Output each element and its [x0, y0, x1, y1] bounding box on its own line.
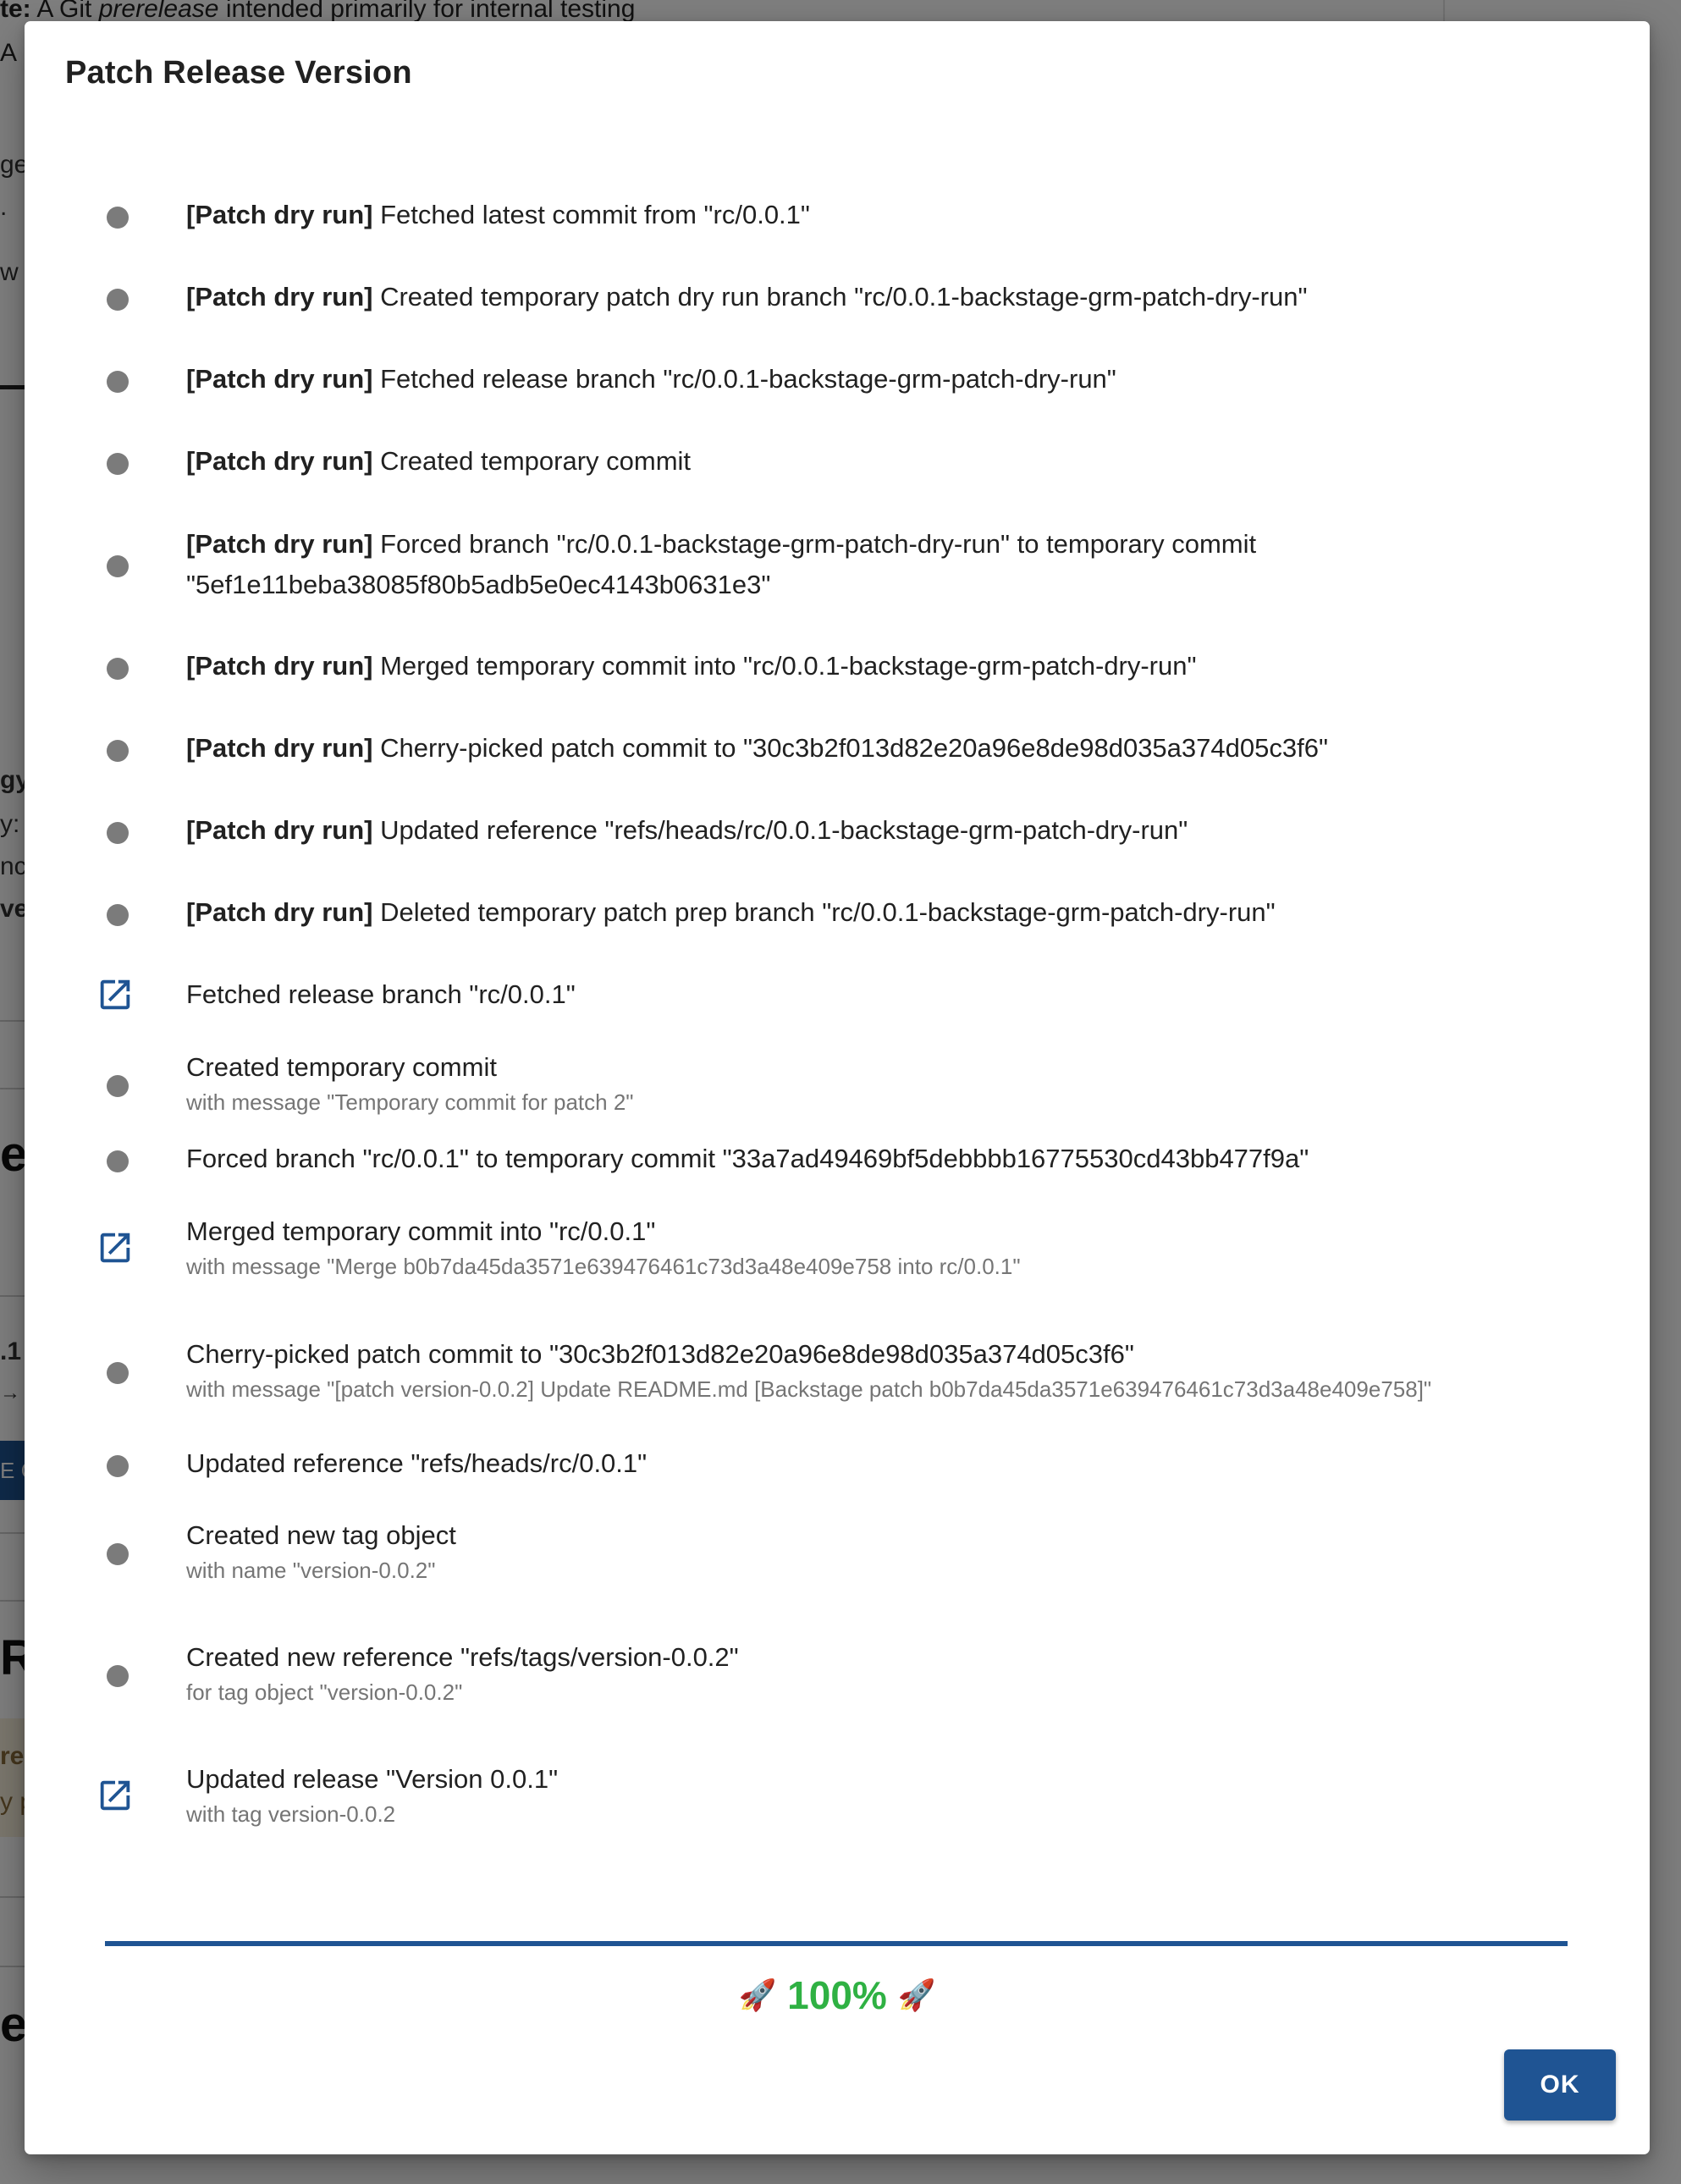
progress-percent-label — [25, 1972, 1650, 2018]
log-item-text: Created new reference "refs/tags/version-0.0.2" — [186, 1642, 739, 1672]
progress-bar-fill — [105, 1941, 1568, 1946]
log-item-text: [Patch dry run] Created temporary patch dry run branch "rc/0.0.1-backstage-grm-patch-dry-run" — [186, 282, 1308, 312]
log-item-text: Created temporary commit — [186, 1052, 497, 1082]
open-in-new-icon[interactable] — [96, 1228, 135, 1267]
log-item-text: Merged temporary commit into "rc/0.0.1" — [186, 1216, 656, 1246]
status-dot-icon — [96, 442, 135, 481]
status-dot-icon — [96, 1654, 135, 1693]
status-dot-icon — [96, 196, 135, 234]
log-item-subtext: with name "version-0.0.2" — [186, 1558, 436, 1583]
status-dot-icon — [96, 893, 135, 932]
log-item-text: [Patch dry run] Created temporary commit — [186, 446, 692, 476]
status-dot-icon — [96, 1139, 135, 1178]
log-item-text: [Patch dry run] Cherry-picked patch commit to "30c3b2f013d82e20a96e8de98d035a374d05c3f6" — [186, 733, 1328, 763]
log-item-subtext: with message "Temporary commit for patch 2" — [186, 1089, 634, 1115]
rocket-icon: 🚀 — [738, 1977, 777, 2012]
ok-button[interactable]: OK — [1504, 2049, 1616, 2121]
log-item-text: [Patch dry run] Deleted temporary patch prep branch "rc/0.0.1-backstage-grm-patch-dry-run" — [186, 897, 1276, 927]
rocket-icon: 🚀 — [897, 1977, 936, 2012]
log-item-text: Cherry-picked patch commit to "30c3b2f013d82e20a96e8de98d035a374d05c3f6" — [186, 1339, 1134, 1369]
status-dot-icon — [96, 1444, 135, 1483]
log-item-subtext: for tag object "version-0.0.2" — [186, 1679, 463, 1705]
log-item-text: Forced branch "rc/0.0.1" to temporary commit "33a7ad49469bf5debbbb16775530cd43bb477f9a" — [186, 1144, 1309, 1173]
log-item-subtext: with message "Merge b0b7da45da3571e639476461c73d3a48e409e758 into rc/0.0.1" — [186, 1254, 1021, 1279]
log-item-text: [Patch dry run] Forced branch "rc/0.0.1-backstage-grm-patch-dry-run" to temporary commit "5ef1e11beba38085f80b5adb5e0ec4143b0631e3" — [186, 529, 1257, 599]
progress-percent-text: 100% — [787, 1973, 887, 2017]
open-in-new-icon[interactable] — [96, 1776, 135, 1815]
log-item-text: [Patch dry run] Fetched latest commit from "rc/0.0.1" — [186, 200, 810, 229]
log-item-subtext: with tag version-0.0.2 — [186, 1801, 396, 1827]
status-dot-icon — [96, 544, 135, 583]
log-item-text: [Patch dry run] Merged temporary commit into "rc/0.0.1-backstage-grm-patch-dry-run" — [186, 651, 1197, 681]
status-dot-icon — [96, 647, 135, 686]
log-item-text: [Patch dry run] Updated reference "refs/heads/rc/0.0.1-backstage-grm-patch-dry-run" — [186, 815, 1188, 845]
log-item-text: Created new tag object — [186, 1520, 456, 1550]
progress-bar-track — [105, 1941, 1568, 1946]
patch-release-dialog — [25, 21, 1650, 2154]
dialog-title: Patch Release Version — [65, 55, 412, 91]
status-dot-icon — [96, 1351, 135, 1390]
open-in-new-icon[interactable] — [96, 975, 135, 1014]
log-item-text: Fetched release branch "rc/0.0.1" — [186, 979, 576, 1009]
log-item-text: [Patch dry run] Fetched release branch "rc/0.0.1-backstage-grm-patch-dry-run" — [186, 364, 1116, 394]
log-item-subtext: with message "[patch version-0.0.2] Update README.md [Backstage patch b0b7da45da3571e639476461c73d3a48e409e758]" — [186, 1376, 1432, 1402]
status-dot-icon — [96, 1064, 135, 1103]
status-dot-icon — [96, 360, 135, 399]
status-dot-icon — [96, 811, 135, 850]
status-dot-icon — [96, 278, 135, 317]
status-dot-icon — [96, 729, 135, 768]
log-item-text: Updated reference "refs/heads/rc/0.0.1" — [186, 1448, 648, 1478]
log-item-text: Updated release "Version 0.0.1" — [186, 1764, 559, 1794]
status-dot-icon — [96, 1532, 135, 1571]
